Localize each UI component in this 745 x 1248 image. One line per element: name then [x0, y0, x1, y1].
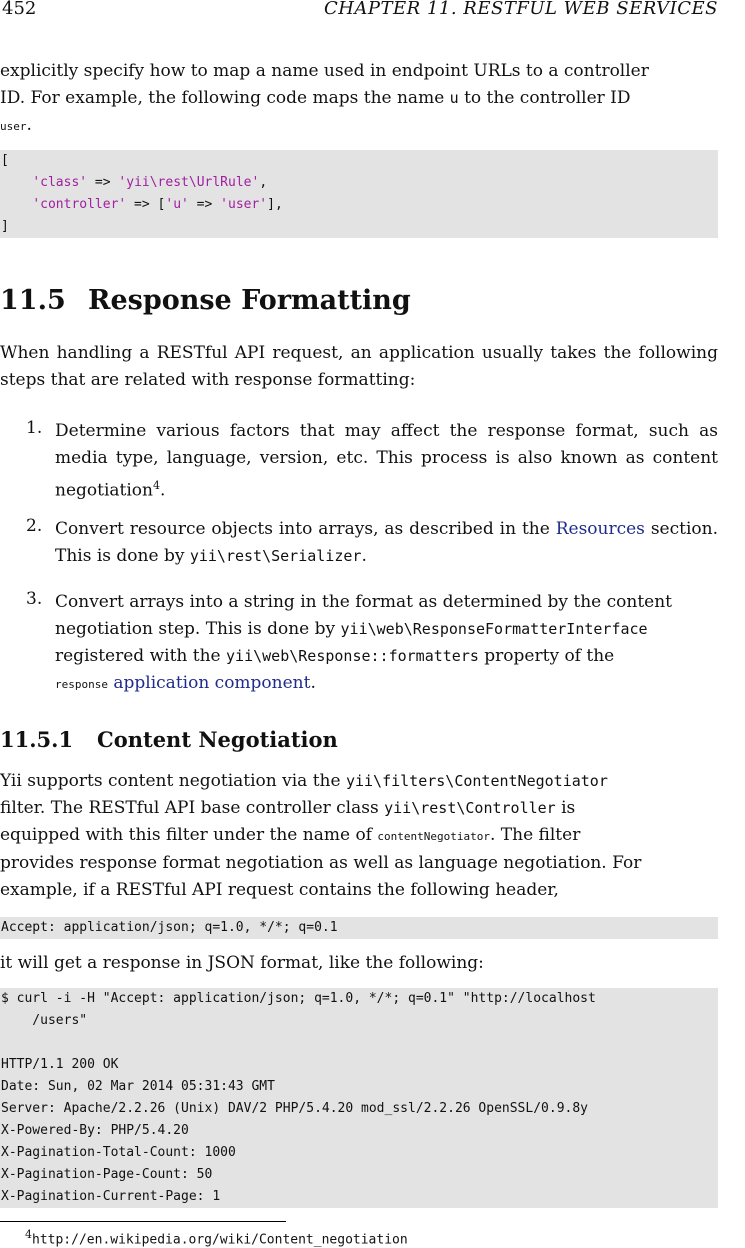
inline-code: response	[55, 678, 108, 691]
intro-line-2: ID. For example, the following code maps the name u to the controller ID	[0, 88, 631, 108]
inline-code: u	[449, 89, 459, 107]
subsection-title: Content Negotiation	[97, 727, 338, 752]
section-title: Response Formatting	[88, 285, 411, 316]
footnote-mark: 4	[25, 1228, 32, 1241]
footnote-divider	[0, 1221, 286, 1222]
intro-line-3: user.	[0, 115, 32, 135]
cn-line-2: filter. The RESTful API base controller class yii\rest\Controller is	[0, 798, 576, 818]
step-number: 1.	[26, 418, 43, 438]
step-number: 2.	[26, 516, 43, 536]
step-3-text	[55, 589, 745, 698]
footnote-url-link[interactable]: http://en.wikipedia.org/wiki/Content_negotiation	[32, 1232, 408, 1248]
content-negotiation-paragraph	[0, 768, 718, 904]
code-line: X-Pagination-Total-Count: 1000	[1, 1145, 236, 1160]
inline-code: yii\web\ResponseFormatterInterface	[340, 620, 648, 638]
step-3-line-3: registered with the yii\web\Response::formatters property of the	[55, 646, 615, 666]
page-number: 452	[2, 0, 37, 19]
step-3-line-4: response application component.	[55, 673, 316, 693]
code-line: HTTP/1.1 200 OK	[1, 1057, 119, 1072]
subsection-heading	[0, 727, 338, 752]
inline-code: yii\web\Response::formatters	[226, 647, 479, 665]
footnote-reference[interactable]: 4	[152, 479, 160, 492]
cn-line-5: example, if a RESTful API request contains the following header,	[0, 880, 559, 900]
step-number: 3.	[26, 589, 43, 609]
step-3-line-1: Convert arrays into a string in the format as determined by the content	[55, 592, 672, 612]
step-3-line-2: negotiation step. This is done by yii\web\ResponseFormatterInterface	[55, 619, 648, 639]
inline-code: yii\rest\Serializer	[189, 547, 362, 565]
code-block-url-rule: [ 'class' => 'yii\rest\UrlRule', 'controller' => ['u' => 'user'], ]	[0, 150, 718, 238]
code-line: X-Pagination-Page-Count: 50	[1, 1167, 213, 1182]
inline-code: yii\rest\Controller	[384, 799, 556, 817]
code-block-accept-header: Accept: application/json; q=1.0, */*; q=0.1	[0, 917, 718, 939]
intro-line-1: explicitly specify how to map a name used in endpoint URLs to a controller	[0, 61, 649, 81]
step-2-text: Convert resource objects into arrays, as described in the Resources section. This is done by yii\rest\Serializer.	[55, 519, 718, 566]
inline-code: user	[0, 120, 27, 133]
intro-paragraph	[0, 58, 718, 140]
code-line: Date: Sun, 02 Mar 2014 05:31:43 GMT	[1, 1079, 275, 1094]
cn-line-3: equipped with this filter under the name of contentNegotiator. The filter	[0, 825, 581, 845]
code-line	[1, 1032, 718, 1054]
inline-code: contentNegotiator	[377, 830, 490, 843]
code-block-curl-response	[0, 988, 718, 1208]
code-line: X-Powered-By: PHP/5.4.20	[1, 1123, 189, 1138]
response-intro-text: it will get a response in JSON format, like the following:	[0, 953, 484, 973]
application-component-link[interactable]: application component	[113, 673, 311, 693]
footnote	[25, 1228, 408, 1248]
inline-code: yii\filters\ContentNegotiator	[345, 772, 608, 790]
chapter-title: CHAPTER 11. RESTFUL WEB SERVICES	[323, 0, 718, 19]
cn-line-1: Yii supports content negotiation via the yii\filters\ContentNegotiator	[0, 771, 608, 791]
cn-line-4: provides response format negotiation as well as language negotiation. For	[0, 853, 642, 873]
code-line: $ curl -i -H "Accept: application/json; q=1.0, */*; q=0.1" "http://localhost	[1, 991, 596, 1006]
subsection-number: 11.5.1	[0, 727, 74, 752]
section-heading	[0, 285, 411, 316]
section-number: 11.5	[0, 285, 66, 316]
code-line: X-Pagination-Current-Page: 1	[1, 1189, 221, 1204]
code-line: Server: Apache/2.2.26 (Unix) DAV/2 PHP/5.4.20 mod_ssl/2.2.26 OpenSSL/0.9.8y	[1, 1101, 588, 1116]
code-line: /users"	[1, 1013, 88, 1028]
step-1-text: Determine various factors that may affect the response format, such as media type, language, version, etc. This process is also known as content negotiation$^4$.	[55, 421, 718, 501]
resources-link[interactable]: Resources	[555, 519, 645, 539]
section-intro-paragraph: When handling a RESTful API request, an application usually takes the following steps that are related with response formatting:	[0, 343, 718, 390]
